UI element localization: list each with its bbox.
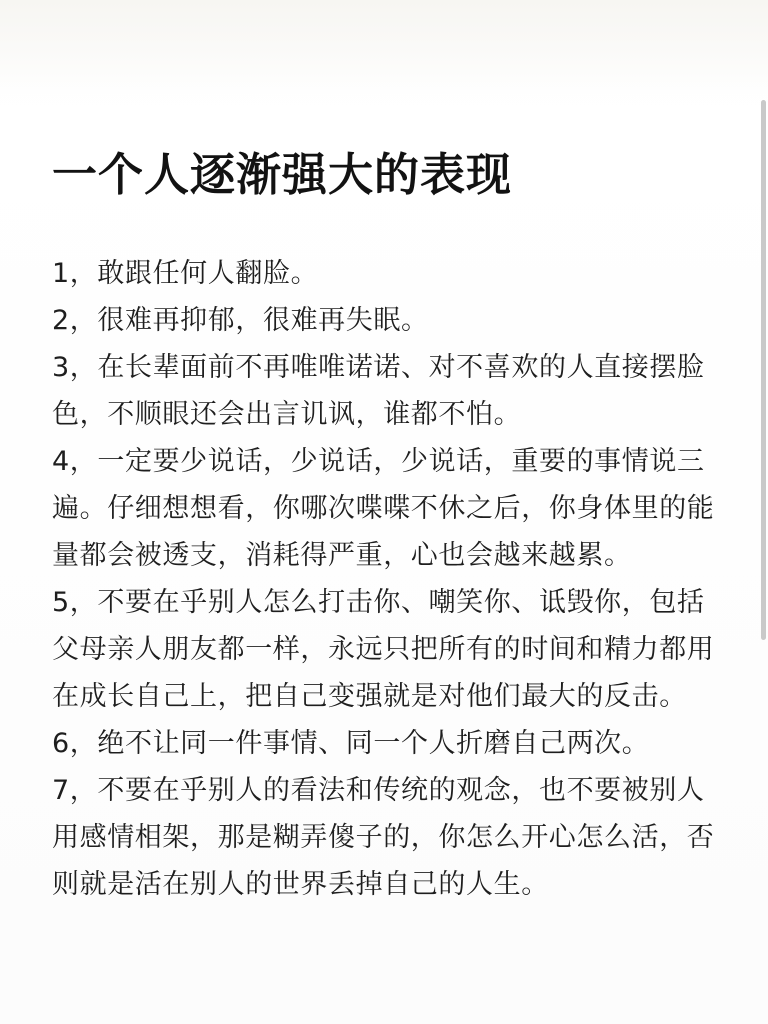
top-fade	[0, 0, 768, 96]
list-item: 5，不要在乎别人怎么打击你、嘲笑你、诋毁你，包括父母亲人朋友都一样，永远只把所有的时间和精力都用在成长自己上，把自己变强就是对他们最大的反击。	[52, 587, 715, 712]
page-title: 一个人逐渐强大的表现	[52, 148, 513, 201]
list-item: 6，绝不让同一件事情、同一个人折磨自己两次。	[52, 728, 650, 759]
article-body	[52, 250, 728, 908]
list-item: 7，不要在乎别人的看法和传统的观念，也不要被别人用感情相架，那是糊弄傻子的，你怎么开心怎么活，否则就是活在别人的世界丢掉自己的人生。	[52, 775, 715, 900]
list-item: 2，很难再抑郁，很难再失眠。	[52, 305, 429, 336]
list-item: 4，一定要少说话，少说话，少说话，重要的事情说三遍。仔细想想看，你哪次喋喋不休之后，你身体里的能量都会被透支，消耗得严重，心也会越来越累。	[52, 446, 715, 571]
list-item: 3，在长辈面前不再唯唯诺诺、对不喜欢的人直接摆脸色，不顺眼还会出言讥讽，谁都不怕。	[52, 352, 705, 430]
scrollbar[interactable]	[761, 100, 766, 640]
list-item: 1，敢跟任何人翻脸。	[52, 258, 319, 289]
